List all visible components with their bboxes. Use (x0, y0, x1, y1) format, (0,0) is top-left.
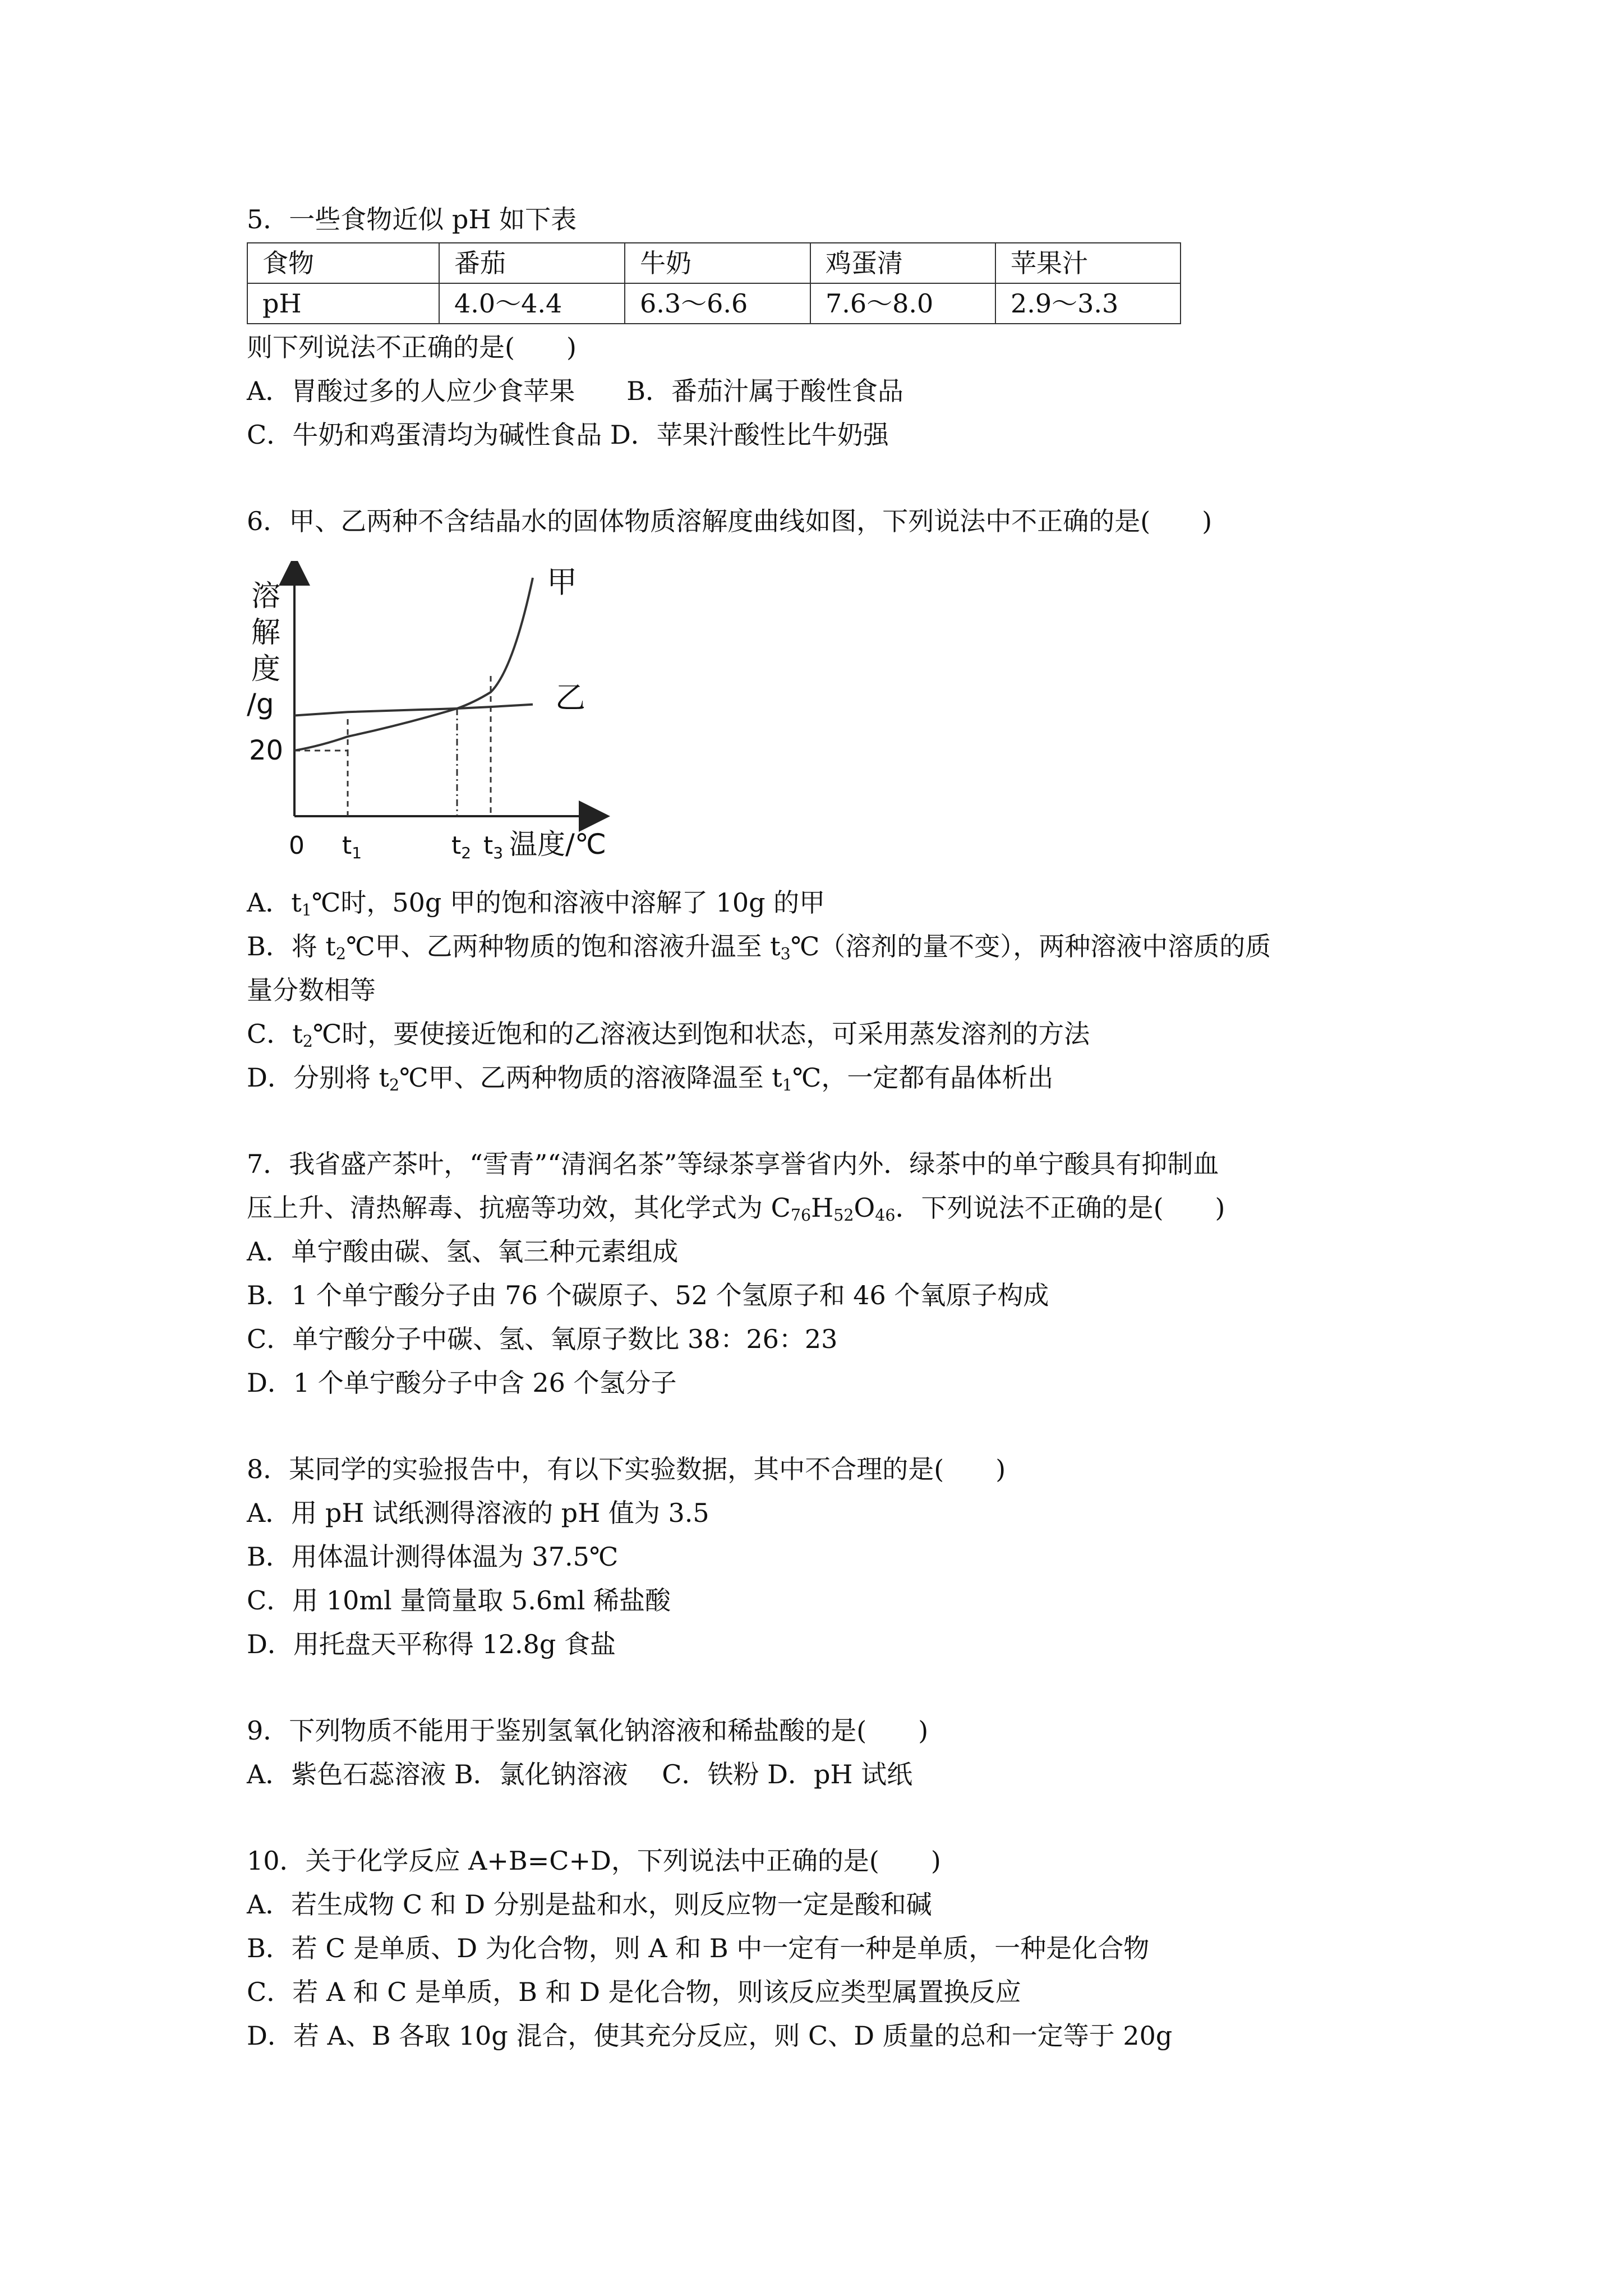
text: ℃甲、乙两种物质的饱和溶液升温至 t (346, 931, 781, 961)
q5-option-cd: C．牛奶和鸡蛋清均为碱性食品 D．苹果汁酸性比牛奶强 (247, 420, 889, 450)
text: 压上升、清热解毒、抗癌等功效，其化学式为 C (247, 1193, 791, 1223)
text: ℃时，要使接近饱和的乙溶液达到饱和状态，可采用蒸发溶剂的方法 (312, 1019, 1090, 1049)
q9-stem: 9．下列物质不能用于鉴别氢氧化钠溶液和稀盐酸的是( ) (247, 1715, 929, 1746)
subscript: 3 (780, 945, 791, 964)
q10-option-a: A．若生成物 C 和 D 分别是盐和水，则反应物一定是酸和碱 (247, 1889, 932, 1920)
q7-line2 (247, 1186, 1225, 1230)
table-cell: 4.0～4.4 (439, 283, 625, 324)
table-cell: 番茄 (439, 243, 625, 283)
subscript: 46 (875, 1206, 896, 1225)
q8-stem: 8．某同学的实验报告中，有以下实验数据，其中不合理的是( ) (247, 1454, 1006, 1484)
ph-table-header-row (247, 243, 1181, 283)
q7-line1: 7．我省盛产茶叶，“雪青”“清润名茶”等绿茶享誉省内外．绿茶中的单宁酸具有抑制血 (247, 1149, 1219, 1179)
subscript: 1 (301, 901, 312, 920)
series-label-yi: 乙 (555, 680, 585, 715)
q7-option-c: C．单宁酸分子中碳、氢、氧原子数比 38：26：23 (247, 1324, 838, 1354)
q6-option-c (247, 1012, 1090, 1056)
tick-subscript: 2 (461, 844, 472, 862)
text: H (811, 1193, 834, 1223)
table-cell: 食物 (247, 243, 439, 283)
q8-option-c: C．用 10ml 量筒量取 5.6ml 稀盐酸 (247, 1585, 671, 1616)
subscript: 2 (302, 1032, 313, 1051)
series-label-jia: 甲 (547, 564, 577, 600)
q7-option-b: B．1 个单宁酸分子由 76 个碳原子、52 个氢原子和 46 个氧原子构成 (247, 1280, 1049, 1310)
q6-option-b (247, 924, 1271, 968)
text: B．将 t (247, 931, 336, 961)
y-axis-label-char: 度 (251, 652, 281, 686)
q5-question: 则下列说法不正确的是( ) (247, 332, 577, 362)
subscript: 76 (790, 1206, 811, 1225)
q6-option-a (247, 881, 825, 924)
text: D．分别将 t (247, 1062, 389, 1093)
table-cell: 鸡蛋清 (810, 243, 995, 283)
text: ℃甲、乙两种物质的溶液降温至 t (399, 1062, 782, 1093)
q7-option-d: D．1 个单宁酸分子中含 26 个氢分子 (247, 1368, 677, 1398)
text: ℃，一定都有晶体析出 (792, 1062, 1054, 1093)
table-cell: pH (247, 283, 439, 324)
subscript: 52 (833, 1206, 854, 1225)
q5-stem: 5．一些食物近似 pH 如下表 (247, 204, 577, 234)
x-tick-label: 0 (289, 831, 305, 860)
text: ．下列说法不正确的是( ) (895, 1193, 1225, 1223)
q10-option-b: B．若 C 是单质、D 为化合物，则 A 和 B 中一定有一种是单质，一种是化合物 (247, 1933, 1150, 1963)
q10-option-c: C．若 A 和 C 是单质，B 和 D 是化合物，则该反应类型属置换反应 (247, 1977, 1021, 2007)
q10-stem: 10．关于化学反应 A+B=C+D，下列说法中正确的是( ) (247, 1846, 941, 1876)
q8-option-d: D．用托盘天平称得 12.8g 食盐 (247, 1629, 616, 1659)
q6-stem: 6．甲、乙两种不含结晶水的固体物质溶解度曲线如图，下列说法中不正确的是( ) (247, 506, 1212, 536)
y-axis-label-char: /g (247, 688, 274, 720)
x-axis-label: 温度/℃ (509, 828, 606, 861)
table-cell: 6.3～6.6 (625, 283, 810, 324)
x-tick-label: t2 (451, 831, 472, 862)
table-cell: 苹果汁 (995, 243, 1181, 283)
subscript: 2 (335, 945, 347, 964)
q7-option-a: A．单宁酸由碳、氢、氧三种元素组成 (247, 1236, 679, 1267)
table-cell: 2.9～3.3 (995, 283, 1181, 324)
ph-table (247, 242, 1181, 324)
series-line-jia (294, 578, 533, 751)
x-tick-label: t1 (342, 831, 362, 862)
q9-options: A．紫色石蕊溶液 B．氯化钠溶液 C．铁粉 D．pH 试纸 (247, 1759, 913, 1789)
q8-option-a: A．用 pH 试纸测得溶液的 pH 值为 3.5 (247, 1498, 709, 1528)
series-line-yi (294, 705, 533, 716)
subscript: 2 (389, 1076, 400, 1095)
text: O (854, 1193, 875, 1223)
y-axis-label-char: 解 (251, 616, 281, 650)
solubility-chart (241, 561, 634, 875)
text: C．t (247, 1019, 303, 1049)
subscript: 1 (782, 1076, 792, 1095)
q8-option-b: B．用体温计测得体温为 37.5℃ (247, 1542, 619, 1572)
y-tick-label: 20 (249, 735, 284, 766)
q6-option-b-cont: 量分数相等 (247, 975, 376, 1005)
y-axis-label-char: 溶 (251, 579, 281, 613)
x-tick-label: t3 (483, 831, 504, 862)
ph-table-value-row (247, 283, 1181, 324)
text: A．t (247, 887, 302, 918)
q5-option-ab: A．胃酸过多的人应少食苹果 B．番茄汁属于酸性食品 (247, 376, 904, 406)
text: ℃（溶剂的量不变），两种溶液中溶质的质 (790, 931, 1271, 961)
q6-option-d (247, 1056, 1053, 1099)
q10-option-d: D．若 A、B 各取 10g 混合，使其充分反应，则 C、D 质量的总和一定等于 20g (247, 2021, 1173, 2051)
text: ℃时，50g 甲的饱和溶液中溶解了 10g 的甲 (311, 887, 826, 918)
tick-subscript: 3 (493, 844, 504, 862)
table-cell: 7.6～8.0 (810, 283, 995, 324)
table-cell: 牛奶 (625, 243, 810, 283)
tick-subscript: 1 (352, 844, 362, 862)
